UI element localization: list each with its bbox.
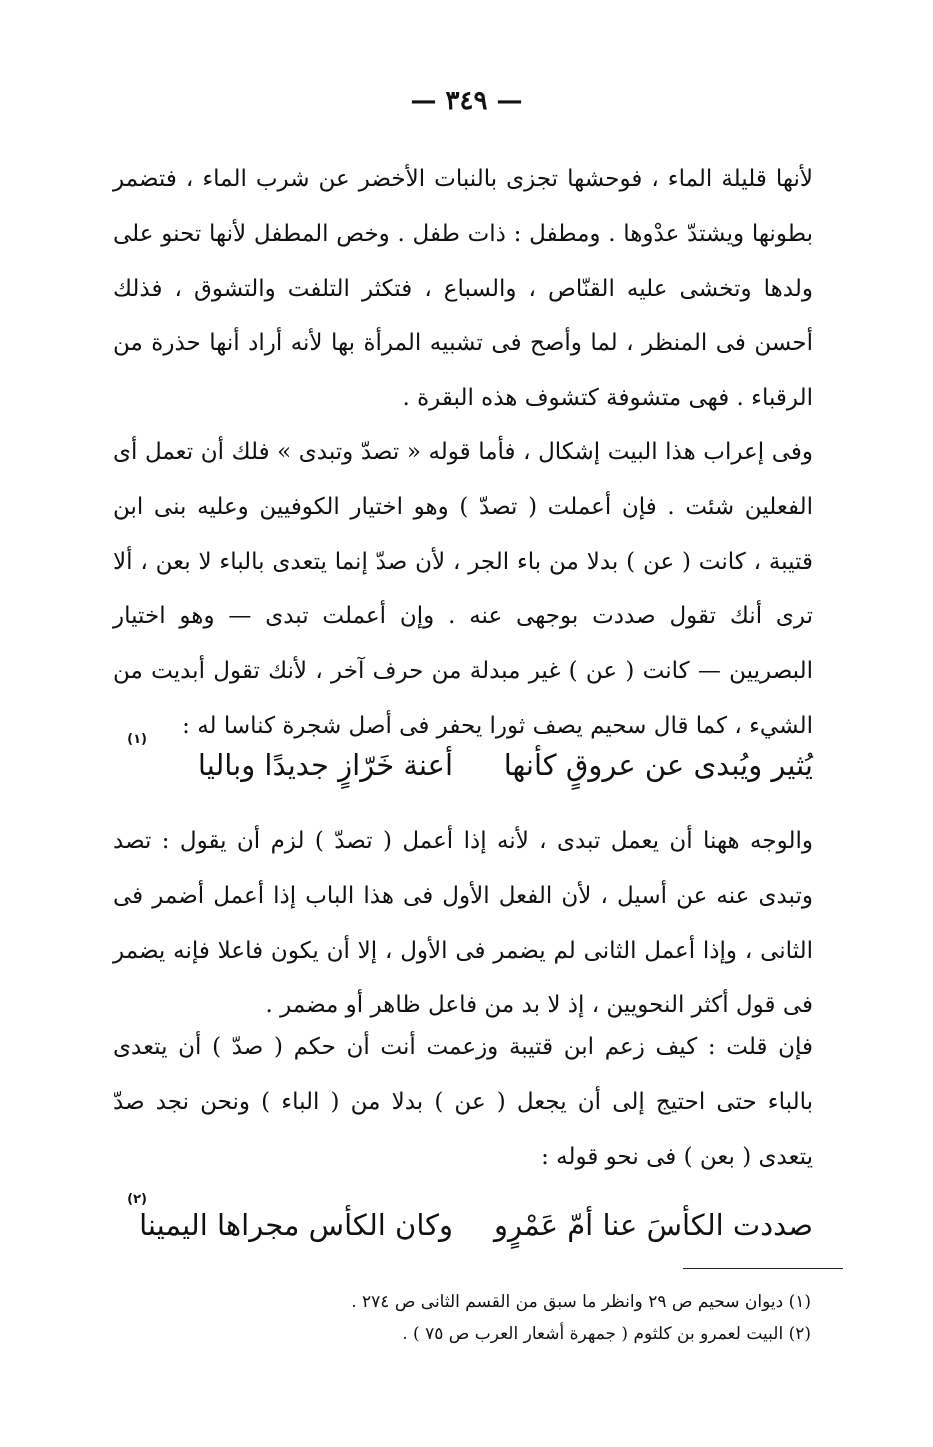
paragraph-2: وفى إعراب هذا البيت إشكال ، فأما قوله « تصدّ وتبدى » فلك أن تعمل أى الفعلين شئت . فإن أعملت ( تصدّ ) وهو اختيار الكوفيين وعليه بنى ابن قتيبة ، كانت ( عن ) بدلا من باء الجر ، لأن صدّ إنما يتعدى بالباء لا بعن ، ألا ترى أنك تقول صددت بوجهى عنه . وإن أعملت تبدى — وهو اختيار البصريين — كانت ( عن ) غير مبدلة من حرف آخر ، لأنك تقول أبديت من الشيء ، كما قال سحيم يصف ثورا يحفر فى أصل شجرة كناسا له : [113,439,813,739]
verse-2 [113,1192,813,1258]
verse-1 [113,732,813,798]
verse-2-first-hemistich: صددت الكأسَ عنا أمّ عَمْرٍو [493,1208,813,1242]
verse-1-footnote-mark: (١) [127,732,147,747]
paragraph-1: لأنها قليلة الماء ، فوحشها تجزى بالنبات الأخضر عن شرب الماء ، فتضمر بطونها ويشتدّ عدْوها . ومطفل : ذات طفل . وخص المطفل لأنها تحنو على ولدها وتخشى عليه القنّاص ، والسباع ، فتكثر التلفت والتشوق ، فذلك أحسن فى المنظر ، لما وأصح فى تشبيه المرأة بها لأنه أراد أنها حذرة من الرقباء . فهى متشوفة كتشوف هذه البقرة . [113,166,813,412]
verse-1-second-hemistich: أعنة خَرّازٍ جديدًا وباليا [197,748,453,782]
paragraph-4: فإن قلت : كيف زعم ابن قتيبة وزعمت أنت أن حكم ( صدّ ) أن يتعدى بالباء حتى احتيج إلى أن يجعل ( عن ) بدلا من ( الباء ) ونحن نجد صدّ يتعدى ( بعن ) فى نحو قوله : [113,1034,813,1170]
page-number: — ٣٤٩ — [410,86,523,116]
verse-2-second-hemistich: وكان الكأس مجراها اليمينا [139,1208,453,1242]
footnote-1: (١) ديوان سحيم ص ٢٩ وانظر ما سبق من القسم الثانى ص ٢٧٤ . [351,1292,811,1312]
verse-1-first-hemistich: يُثير ويُبدى عن عروقٍ كأنها [503,748,813,782]
footnotes [111,1286,811,1350]
footnote-divider [683,1268,843,1269]
paragraph-3: والوجه ههنا أن يعمل تبدى ، لأنه إذا أعمل ( تصدّ ) لزم أن يقول : تصد وتبدى عنه عن أسيل ، لأن الفعل الأول فى هذا الباب إذا أعمل أضمر فى الثانى ، وإذا أعمل الثانى لم يضمر فى الأول ، إلا أن يكون فاعلا فإنه يضمر فى قول أكثر النحويين ، إذ لا بد من فاعل ظاهر أو مضمر . [113,828,813,1019]
footnote-2: (٢) البيت لعمرو بن كلثوم ( جمهرة أشعار العرب ص ٧٥ ) . [402,1324,811,1344]
verse-2-footnote-mark: (٢) [127,1192,147,1207]
